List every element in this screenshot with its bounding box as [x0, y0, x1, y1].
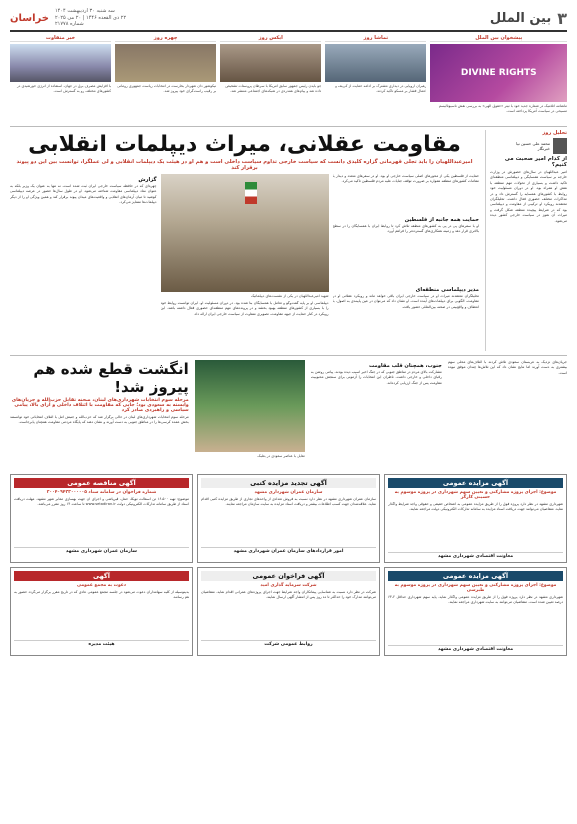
ad-body: موضوع: تهیه ۱۶،۵۰۰ تن آسفالت توپکا، حمل، قیرپاشی و اجرای آن جهت بهسازی معابر شهر مشهد. مهلت دریافت اسناد از طریق سامانه تدارکات الکترونیکی دولت www.setadiran.ir تا ساعت ۱۴ روز مقرر می‌باشد. — [14, 497, 189, 507]
lead-byline: گزارش — [138, 177, 157, 183]
second-story — [10, 355, 567, 470]
ad-subtitle: سازمان عمران شهرداری مشهد — [254, 490, 323, 496]
lead-story — [10, 130, 567, 351]
page-number: ۳ — [557, 8, 567, 28]
story-text: مرحله سوم انتخابات شهرداری‌های لبنان در حالی برگزار شد که حزب‌الله و جنبش امل با ائتلاف انتخاباتی خود توانستند بخش عمده کرسی‌ها را در مناطق جنوبی به دست آورند و نشان دهند که پایگاه مردمی مقاومت همچنان پابرجاست. — [10, 415, 189, 425]
ad-body: شهرداری مشهد در نظر دارد پروژه فوق را از طریق مزایده عمومی واگذار نماید. پایه سهم شهرداری حداقل ۶۳،۲ درصد تعیین شده است. متقاضیان می‌توانند به سایت شهرداری مراجعه نمایند. — [388, 595, 563, 605]
ad-footer: معاونت اقتصادی شهرداری مشهد — [388, 552, 563, 559]
author-box — [490, 138, 567, 154]
teaser-magazine[interactable] — [430, 35, 567, 123]
teaser-image — [220, 44, 321, 82]
lead-subtitle: حمایت همه جانبه از فلسطین — [404, 217, 479, 223]
second-story-head — [10, 360, 189, 470]
teaser-face-of-day[interactable] — [115, 35, 216, 123]
lead-column-3 — [10, 174, 157, 351]
ad-body: شرکت در نظر دارد نسبت به شناسایی پیمانکاران واجد شرایط جهت اجرای پروژه‌های عمرانی اقدام نماید. متقاضیان می‌توانند مدارک خود را حداکثر تا ده روز پس از انتشار آگهی ارسال نمایند. — [201, 590, 376, 600]
analysis-title: از کدام امیر صحبت می کنیم؟ — [504, 156, 567, 168]
ad-subtitle: شماره فراخوان در سامانه ستاد ۲۰۰۴۰۹۴۳۳۰۰۰۰۰۵ — [46, 490, 157, 496]
lead-text: حمایت از فلسطین یکی از محورهای اصلی سیاست خارجی او بود. او در سفرهای متعدد و دیدار با مقامات کشورهای منطقه همواره بر ضرورت توقف جنایات علیه مردم فلسطین تاکید می‌کرد. — [332, 174, 479, 184]
analysis-label: تحلیل روز — [542, 130, 567, 136]
ad-title: آگهی مزایده عمومی — [388, 478, 563, 488]
ad-footer: روابط عمومی شرکت — [201, 640, 376, 647]
lead-body — [10, 174, 479, 351]
lead-column-1 — [333, 174, 480, 351]
ad-footer: معاونت اقتصادی شهرداری مشهد — [388, 645, 563, 652]
page-header — [10, 6, 567, 32]
story-text: جریان‌های نزدیک به عربستان سعودی تلاش کردند با ائتلاف‌های محلی سهم بیشتری به دست آورند اما نتایج نشان داد که این تلاش‌ها چندان موفق نبوده است. — [447, 360, 567, 375]
teaser-strip — [10, 35, 567, 127]
ad-footer: امور قراردادهای سازمان عمران شهرداری مشهد — [201, 547, 376, 554]
lead-subtitle: مدیر دیپلماسی منطقه‌ای — [415, 287, 479, 293]
author-avatar — [553, 138, 567, 154]
lead-headline[interactable]: مقاومت عقلانی، میراث دیپلمات انقلابی — [28, 132, 461, 157]
second-story-mid — [311, 360, 442, 470]
photo-caption: شهید امیرعبداللهیان در یکی از نشست‌های دیپلماتیک — [251, 294, 329, 298]
lead-photo — [161, 174, 329, 292]
lead-subhead: امیرعبداللهیان را باید تجلی قهرمانی گزاره کلیدی دانست که سیاست خارجی تداوم سیاست داخلی است و هم او در هیئت یک دیپلمات انقلابی و لی عملگرا، توانست بین این دو پیوند برقرار کند — [16, 159, 473, 171]
newspaper-logo: خراسان — [10, 12, 49, 24]
teaser-image — [115, 44, 216, 82]
ad-title: آگهی تجدید مزایده کتبی — [201, 478, 376, 488]
flag-icon — [245, 182, 257, 204]
ad-subtitle: شرکت سرمایه گذاری امید — [260, 583, 317, 589]
ad-subtitle: دعوت به مجمع عمومی — [77, 583, 126, 589]
ad-call[interactable] — [197, 567, 380, 656]
teaser-image — [325, 44, 426, 82]
ad-title: آگهی مناقصه عمومی — [14, 478, 189, 488]
ad-body: بدینوسیله از کلیه سهامداران دعوت می‌شود در جلسه مجمع عمومی عادی که در تاریخ مقرر برگزار می‌گردد حضور به هم رسانند. — [14, 590, 189, 600]
teaser-image — [10, 44, 111, 82]
teaser-text: با افزایش مصرف برق در جهان، استفاده از انرژی خورشیدی در کشورهای مختلف رو به گسترش است. — [16, 84, 112, 94]
issue-date: سه شنبه ۳۰ اردیبهشت ۱۴۰۴ — [54, 8, 115, 15]
ad-subtitle: موضوع: اجرای پروژه مشارکتی و تعیین سهم شهرداری در پروژه موسوم به حسینی کارگر — [394, 490, 557, 501]
lead-text: دیپلماسی او بر پایه گفت‌وگو و تعامل با همسایگان بنا شده بود. در دوران مسئولیت او، ایران توانست روابط خود را با بسیاری از کشورهای منطقه بهبود بخشد و در پرونده‌های مهم منطقه‌ای حضوری فعال داشته باشد. این رویکرد در کنار حمایت از جبهه مقاومت، تصویری متفاوت از سیاست خارجی ایران ارائه داد. — [160, 301, 329, 316]
author-role: خبرنگار — [537, 146, 550, 151]
ad-title: آگهی — [14, 571, 189, 581]
issue-date-alt: ۲۲ ذی القعده ۱۴۴۶ | ۲۰ می ۲۰۲۵ — [54, 14, 127, 21]
teaser-label: خبر متفاوت — [10, 35, 111, 42]
lead-text: او با سفرهای پی در پی به کشورهای منطقه تلاش کرد تا روابط ایران با همسایگان را در سطح بالاتری قرار دهد و زمینه همکاری‌های گسترده‌تر را فراهم آورد. — [332, 224, 479, 234]
ads-section — [10, 474, 567, 656]
story-subtitle: جنوب، همچنان قلب مقاومت — [368, 363, 442, 370]
ad-footer: هیئت مدیره — [14, 640, 189, 647]
ad-body: سازمان عمران شهرداری مشهد در نظر دارد نسبت به فروش تعدادی از واحدهای تجاری از طریق مزایده کتبی اقدام نماید. علاقه‌مندان جهت کسب اطلاعات بیشتر و دریافت اسناد مزایده به سایت سازمان مراجعه نمایند. — [201, 497, 376, 507]
photo-caption: تقابل با عناصر سعودی در بعلبک — [257, 454, 305, 459]
teaser-text: نیکوشور دان شهردار بخارست در انتخابات ریاست جمهوری رومانی بر رقیب راست‌گرای خود پیروز شد. — [117, 84, 217, 94]
ad-auction-1[interactable] — [384, 474, 567, 563]
lead-photo-column — [161, 174, 329, 351]
lead-main — [10, 130, 479, 351]
second-subhead: مرحله سوم انتخابات شهرداری‌های لبنان، صحنه تقابل حزب‌الله و جریان‌های وابسته به سعودی بود؛ جایی که مقاومت با ائتلاف داخلی و آرای بالا، پیامی سیاسی و راهبردی صادر کرد — [11, 398, 189, 414]
analysis-column — [485, 130, 567, 351]
story-text: مشارکت بالای مردم در مناطق جنوبی که در جنگ اخیر آسیب دیده بودند، پیامی روشن به رقبای داخلی و خارجی داشت. ناظران این انتخابات را آزمونی برای سنجش محبوبیت مقاومت پس از جنگ ارزیابی کرده‌اند. — [310, 370, 442, 385]
teaser-tweet-of-day[interactable] — [220, 35, 321, 123]
ad-title: آگهی مزایده عمومی — [388, 571, 563, 581]
second-headline[interactable]: انگشت قطع شده هم پیروز شد! — [33, 360, 189, 397]
teaser-different-news[interactable] — [10, 35, 111, 123]
ad-body: شهرداری مشهد در نظر دارد پروژه فوق را از طریق مزایده عمومی به اشخاص حقیقی و حقوقی واجد شرایط واگذار نماید. متقاضیان می‌توانند جهت دریافت اسناد مزایده به سامانه تدارکات الکترونیکی دولت مراجعه نمایند. — [388, 502, 563, 512]
section-title: بین الملل — [489, 10, 552, 26]
ad-auction-2[interactable] — [197, 474, 380, 563]
analysis-body: امیر عبداللهیان در سال‌های حضورش در وزارت خارجه بر سیاست همسایگی و دیپلماسی منطقه‌ای تاکید داشت و بسیاری از تحولات مهم منطقه با نقش او همراه بود. او در دوران مسئولیت خود روابط با کشورهای همسایه را گسترش داد و در مذاکرات مختلف حضوری فعال داشت. تحلیلگران معتقدند رویکرد او ترکیبی از مقاومت و دیپلماسی بود که در شرایط پیچیده منطقه شکل گرفت و میراث آن هنوز در سیاست خارجی کشور دیده می‌شود. — [490, 170, 567, 223]
ad-subtitle: موضوع: اجرای پروژه مشارکتی و تعیین سهم شهرداری در پروژه موسوم به طبرسی — [394, 583, 557, 594]
teaser-label: ایکس روز — [220, 35, 321, 42]
teaser-label: چهره روز — [115, 35, 216, 42]
teaser-text: ماهنامه آتلانتیک در شماره جدید خود با تیتر «حقوق الهی» به بررسی نقش ناسیونالیسم مسیحی در سیاست آمریکا پرداخته است. — [438, 104, 567, 114]
issue-number: شماره ۲۱۷۷۸ — [54, 21, 84, 28]
issue-meta — [55, 8, 126, 28]
teaser-label: تماشا روز — [325, 35, 426, 42]
teaser-text: جو بایدن رئیس جمهور سابق آمریکا با سرطان پروستات تشخیص داده شد و پیام‌های همدردی در شبکه‌های اجتماعی منتشر شد. — [225, 84, 322, 94]
ad-title: آگهی فراخوان عمومی — [201, 571, 376, 581]
ad-tender[interactable] — [10, 474, 193, 563]
teaser-label: پیشخوان بین الملل — [430, 35, 567, 42]
lead-text: چهره‌ای که در حافظه سیاست خارجی ایران ثبت شده است، نه تنها به عنوان یک وزیر بلکه به عنوان نماد دیپلماسی مقاومت شناخته می‌شود. او در طول سال‌ها حضور در عرصه دیپلماسی کوشید تا میان آرمان‌های انقلابی و واقعیت‌های میدان پیوند برقرار کند و همین ویژگی او را از دیگر دیپلمات‌ها متمایز می‌کرد. — [10, 184, 157, 205]
ad-notice[interactable] — [10, 567, 193, 656]
teaser-text: رهبران اروپایی در دیداری مشترک بر ادامه حمایت از کی‌یف و اعمال فشار بر مسکو تاکید کردند. — [335, 84, 427, 94]
magazine-cover-image: DIVINE RIGHTS — [430, 44, 567, 102]
section-header — [490, 9, 567, 28]
second-story-photo — [195, 360, 305, 452]
ad-footer: سازمان عمران شهرداری مشهد — [14, 547, 189, 554]
author-info — [516, 141, 550, 151]
ad-auction-3[interactable] — [384, 567, 567, 656]
second-story-text — [448, 360, 567, 470]
lead-text: تحلیلگران معتقدند میراث او در سیاست خارجی ایران باقی خواهد ماند و رویکرد عقلانی او در مقاومت، الگویی برای دیپلمات‌های آینده است. او نشان داد که می‌توان در عین پایبندی به اصول، با انعطاف و واقع‌بینی در صحنه بین‌المللی حضور یافت. — [332, 294, 479, 309]
masthead — [10, 8, 126, 28]
second-story-photo-col — [195, 360, 305, 470]
author-name: محمد علی حسین نیا — [516, 140, 550, 146]
teaser-photo-of-day[interactable] — [325, 35, 426, 123]
